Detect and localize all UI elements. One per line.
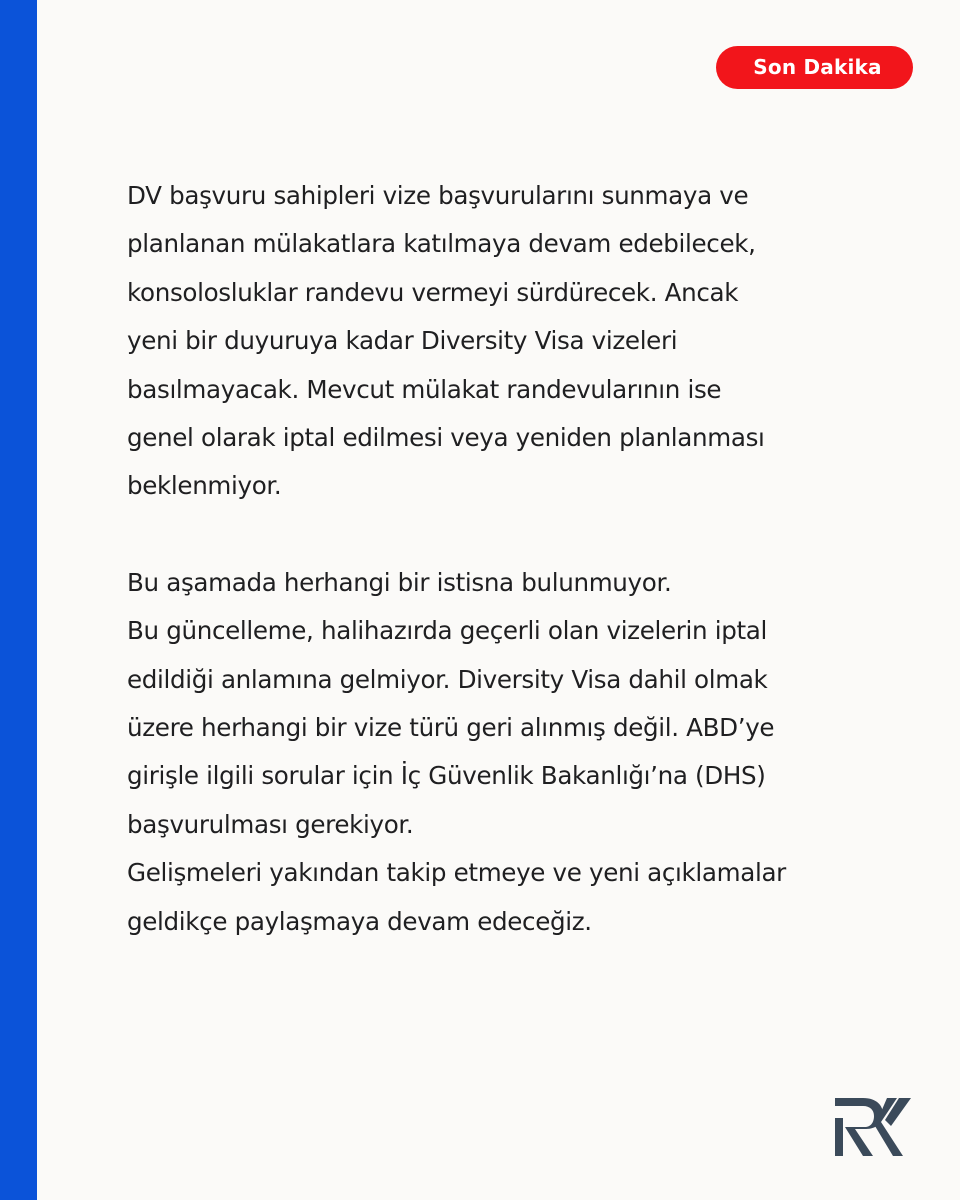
paragraph-line: konsolosluklar randevu vermeyi sürdürecek. Ancak (127, 277, 739, 307)
left-accent-bar (0, 0, 37, 1200)
paragraph-line: Bu güncelleme, halihazırda geçerli olan vizelerin iptal (127, 616, 767, 646)
paragraph-line: edildiği anlamına gelmiyor. Diversity Visa dahil olmak (127, 664, 768, 694)
paragraph-line: başvurulması gerekiyor. (127, 809, 414, 839)
paragraph-line: Gelişmeleri yakından takip etmeye ve yeni açıklamalar (127, 858, 786, 888)
paragraph-line: DV başvuru sahipleri vize başvurularını sunmaya ve (127, 181, 749, 210)
article-body (127, 172, 917, 946)
paragraph-line: girişle ilgili sorular için İç Güvenlik Bakanlığı’na (DHS) (127, 761, 766, 791)
paragraph-line: beklenmiyor. (127, 471, 282, 501)
paragraph-line: planlanan mülakatlara katılmaya devam edebilecek, (127, 229, 756, 259)
paragraph-line: basılmayacak. Mevcut mülakat randevularının ise (127, 374, 722, 404)
paragraph-line: geldikçe paylaşmaya devam edeceğiz. (127, 906, 592, 936)
paragraph-line: üzere herhangi bir vize türü geri alınmış değil. ABD’ye (127, 713, 775, 743)
paragraph-line: Bu aşamada herhangi bir istisna bulunmuyor. (127, 567, 672, 597)
paragraph-line: genel olarak iptal edilmesi veya yeniden planlanması (127, 423, 765, 453)
rk-monogram-logo-icon (833, 1096, 913, 1158)
article-paragraph-2 (127, 559, 917, 946)
paragraph-line: yeni bir duyuruya kadar Diversity Visa vizeleri (127, 326, 678, 356)
breaking-news-badge: Son Dakika (716, 46, 913, 89)
article-paragraph-1 (127, 172, 917, 511)
paragraph-spacer (127, 511, 917, 559)
